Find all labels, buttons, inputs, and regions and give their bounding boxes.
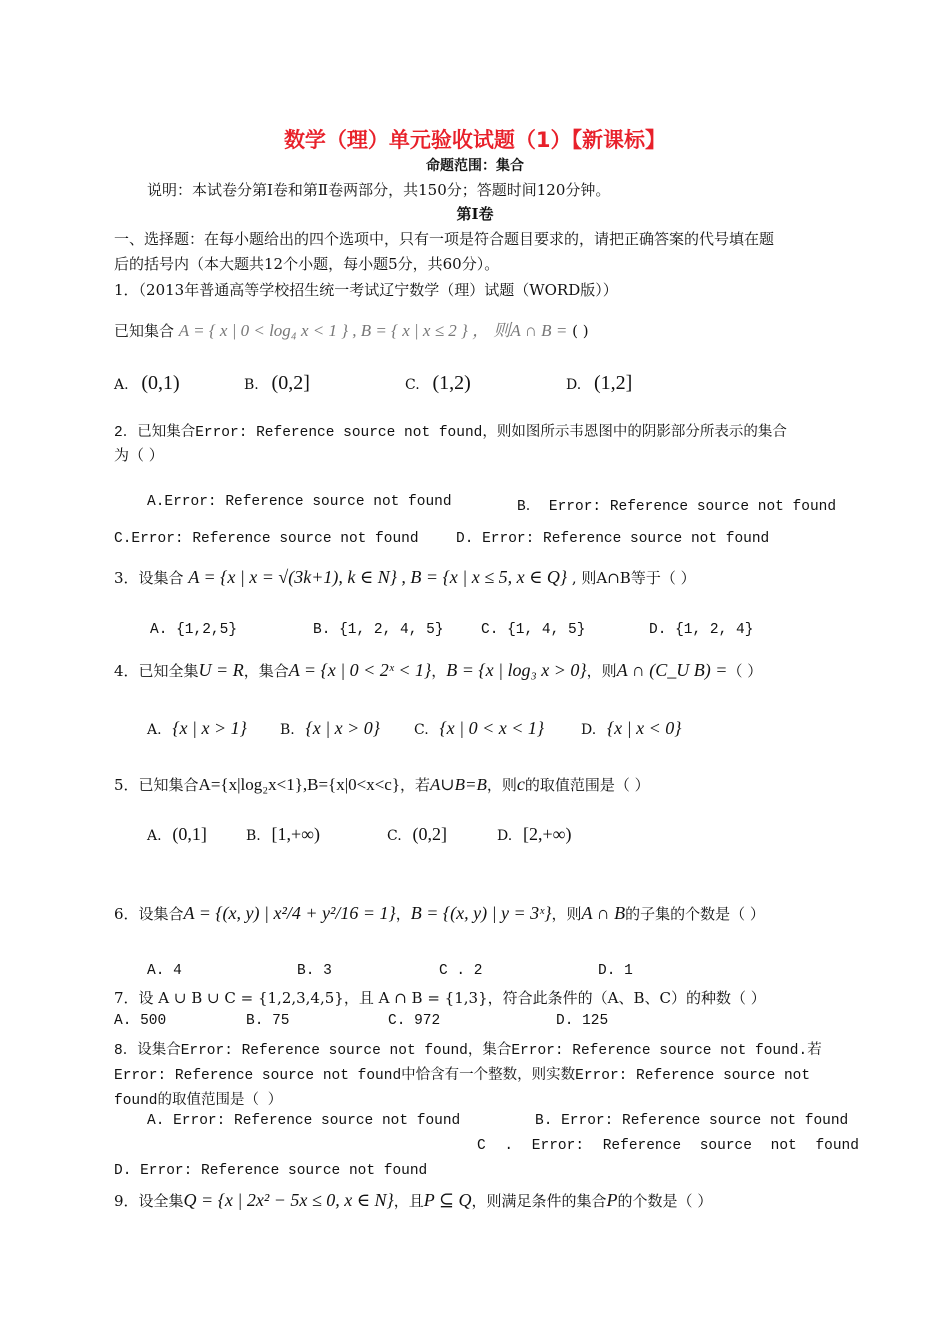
q9-variable: P	[606, 1190, 618, 1210]
q3-option-b: B. {1, 2, 4, 5}	[313, 622, 444, 638]
exam-note: 说明：本试卷分第Ⅰ卷和第Ⅱ卷两部分，共150分；答题时间120分钟。	[147, 181, 611, 199]
q6-option-d: D. 1	[598, 963, 633, 979]
page-title: 数学（理）单元验收试题（1）【新课标】	[283, 128, 667, 152]
q9-prefix: 9．设全集	[114, 1192, 184, 1210]
q1-option-a: A. (0,1)	[114, 372, 180, 394]
q8-line1: 8．设集合Error: Reference source not found，集合Error: Reference source not found.若	[114, 1043, 822, 1059]
q6-expression: A ∩ B	[581, 903, 626, 923]
q6-option-b: B. 3	[297, 963, 332, 979]
q8-option-a: A. Error: Reference source not found	[147, 1113, 461, 1129]
section-instruction-line1: 一、选择题：在每小题给出的四个选项中，只有一项是符合题目要求的，请把正确答案的代号填在题	[114, 230, 775, 248]
q1-source: 1．（2013年普通高等学校招生统一考试辽宁数学（理）试题（WORD版））	[114, 281, 618, 299]
q5-variable: c	[516, 774, 525, 794]
q4-option-c: C. {x | 0 < x < 1}	[414, 718, 545, 738]
q5-option-d: D. [2,+∞)	[497, 824, 572, 844]
q6-set-b: B = {(x, y) | y = 3ˣ}	[410, 903, 552, 923]
q1-stem	[114, 316, 589, 341]
q6-stem: 6．设集合A = {(x, y) | x²/4 + y²/16 = 1}，B = {(x, y) | y = 3ˣ}，则A ∩ B的子集的个数是（ ）	[114, 903, 765, 923]
q8-option-b: B. Error: Reference source not found	[535, 1113, 849, 1129]
section-instruction-line2: 后的括号内（本大题共12个小题，每小题5分，共60分）。	[114, 255, 500, 273]
q2-option-c: C.Error: Reference source not found	[114, 531, 419, 547]
q8-option-c: C . Error: Reference source not found	[477, 1138, 859, 1154]
q6-option-a: A. 4	[147, 963, 182, 979]
q3-formula: A = {x | x = √(3k+1), k ∈ N} , B = {x | x ≤ 5, x ∈ Q}	[188, 567, 568, 587]
q4-expression: A ∩ (C_U B) =	[616, 660, 728, 680]
q6-prefix: 6．设集合	[114, 905, 184, 923]
q8-option-d: D. Error: Reference source not found	[114, 1163, 428, 1179]
q4-option-d: D. {x | x < 0}	[581, 718, 682, 738]
q7-option-b: B. 75	[246, 1013, 290, 1029]
q6-set-a: A = {(x, y) | x²/4 + y²/16 = 1}	[183, 903, 396, 923]
q3-option-c: C. {1, 4, 5}	[481, 622, 586, 638]
q5-option-a: A. (0,1]	[147, 824, 207, 844]
q4-prefix: 4．已知全集	[114, 662, 199, 680]
q2-line2: 为（ ）	[114, 446, 164, 464]
q5-option-c: C. (0,2]	[387, 824, 447, 844]
q4-option-a: A. {x | x > 1}	[147, 718, 247, 738]
q7-option-c: C. 972	[388, 1013, 441, 1029]
q5-option-b: B. [1,+∞)	[246, 824, 321, 844]
q4-universe: U = R	[198, 660, 244, 680]
exam-scope: 命题范围：集合	[426, 158, 524, 174]
q9-formula: Q = {x | 2x² − 5x ≤ 0, x ∈ N}	[183, 1190, 394, 1210]
q4-set-b: B = {x | log₃ x > 0}	[446, 660, 587, 680]
q1-paren: ( )	[572, 322, 589, 340]
q1-option-b: B. (0,2]	[244, 372, 310, 394]
q9-stem: 9．设全集Q = {x | 2x² − 5x ≤ 0, x ∈ N}，且P ⊆ Q，则满足条件的集合P的个数是（ ）	[114, 1190, 713, 1210]
q7-option-a: A. 500	[114, 1013, 167, 1029]
q1-option-d: D. (1,2]	[566, 372, 633, 394]
q2-option-d: D. Error: Reference source not found	[456, 531, 770, 547]
q3-stem	[114, 567, 696, 588]
q5-condition: A∪B=B	[430, 775, 487, 794]
q3-option-d: D. {1, 2, 4}	[649, 622, 754, 638]
q1-formula: A = { x | 0 < log₄ x < 1 } , B = { x | x ≤ 2 } ， 则A ∩ B =	[178, 321, 568, 340]
q5-formula: A={x|log₂x<1},B={x|0<x<c}	[198, 775, 400, 794]
q2-option-a: A.Error: Reference source not found	[147, 494, 452, 510]
q3-prefix: 3．设集合	[114, 569, 184, 587]
q1-option-c: C. (1,2)	[405, 372, 471, 394]
q5-stem: 5．已知集合A={x|log₂x<1},B={x|0<x<c}，若A∪B=B，则c的取值范围是（ ）	[114, 774, 650, 794]
q3-option-a: A. {1,2,5}	[150, 622, 238, 638]
volume-heading: 第Ⅰ卷	[456, 205, 494, 223]
q7-stem: 7．设 A ∪ B ∪ C = {1,2,3,4,5}，且 A ∩ B = {1,3}，符合此条件的（A、B、C）的种数（ ）	[114, 989, 766, 1007]
q4-stem: 4．已知全集U = R，集合A = {x | 0 < 2ˣ < 1}，B = {x | log₃ x > 0}，则A ∩ (C_U B) =（ ）	[114, 660, 763, 680]
q1-prefix: 已知集合	[114, 322, 175, 340]
q2-option-b: B． Error: Reference source not found	[517, 499, 837, 515]
q4-set-a: A = {x | 0 < 2ˣ < 1}	[288, 660, 432, 680]
q9-condition: P ⊆ Q	[423, 1190, 472, 1210]
q5-prefix: 5．已知集合	[114, 776, 199, 794]
q6-option-c: C . 2	[439, 963, 483, 979]
q2-line1: 2．已知集合Error: Reference source not found，则如图所示韦恩图中的阴影部分所表示的集合	[114, 425, 787, 441]
q4-option-b: B. {x | x > 0}	[280, 718, 381, 738]
q8-line2: Error: Reference source not found中恰含有一个整数，则实数Error: Reference source not	[114, 1068, 811, 1084]
q8-line3: found的取值范围是（ ）	[114, 1093, 283, 1109]
q3-suffix: , 则A∩B等于（ ）	[571, 569, 696, 587]
q7-option-d: D. 125	[556, 1013, 609, 1029]
